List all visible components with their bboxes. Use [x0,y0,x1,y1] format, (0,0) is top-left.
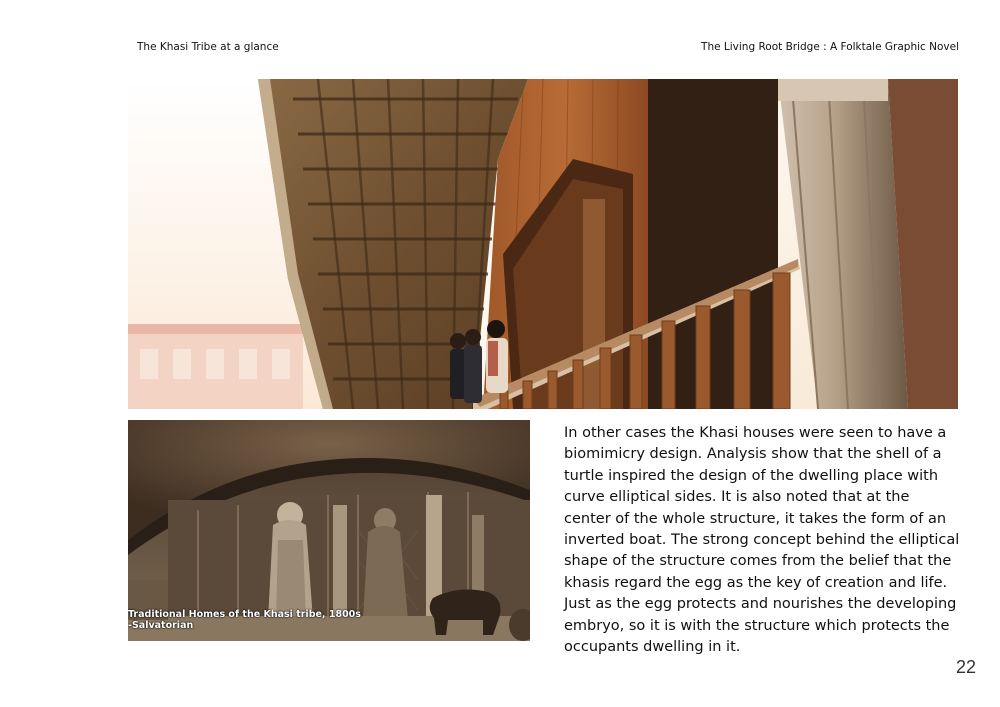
page-number: 22 [955,657,976,677]
photo-caption [128,609,361,631]
traditional-khasi-home-illustration [128,420,530,641]
historic-photo [128,420,530,641]
caption-line-1: Traditional Homes of the Khasi tribe, 1800s [128,609,361,620]
caption-line-2: -Salvatorian [128,620,194,631]
top-photo [128,79,958,409]
running-header-right: The Living Root Bridge : A Folktale Graphic Novel [701,41,959,53]
wooden-house-illustration [128,79,958,409]
body-paragraph: In other cases the Khasi houses were seen to have a biomimicry design. Analysis show that the shell of a turtle inspired the design of the dwelling place with curve elliptical sides. It is also noted that at the center of the whole structure, it takes the form of an inverted boat. The strong concept behind the elliptical shape of the structure comes from the belief that the khasis regard the egg as the key of creation and life. Just as the egg protects and nourishes the developing embryo, so it is with the structure which protects the occupants dwelling in it. [564,425,960,656]
running-header-left: The Khasi Tribe at a glance [137,41,279,53]
